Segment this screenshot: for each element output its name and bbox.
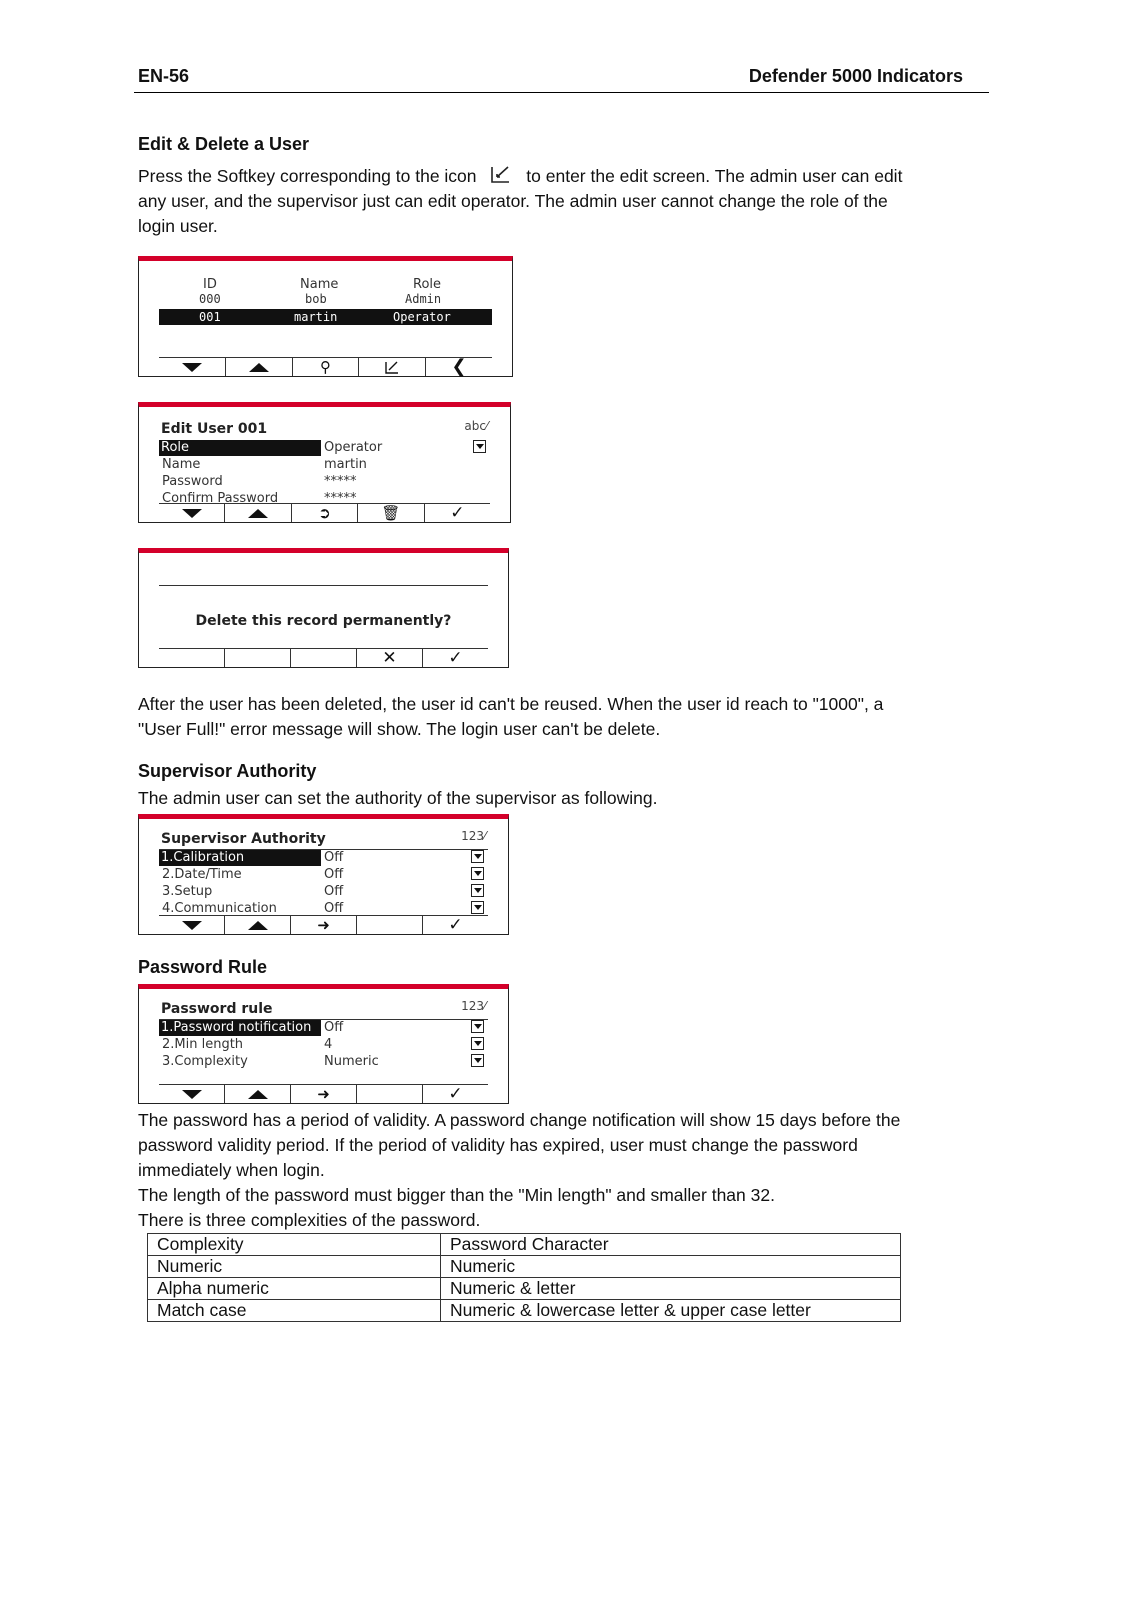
exit-icon: ➜ — [317, 915, 330, 934]
softkey-confirm[interactable] — [423, 649, 488, 667]
field-label: Name — [162, 457, 201, 472]
input-mode-text: abc — [464, 419, 486, 433]
password-rule-title: Password rule — [161, 1001, 273, 1017]
delete-paragraph-line2: "User Full!" error message will show. The login user can't be delete. — [138, 719, 661, 739]
dropdown-icon[interactable] — [471, 884, 484, 897]
header-rule — [134, 92, 989, 93]
softkey-down[interactable] — [159, 358, 226, 376]
password-paragraph — [138, 1108, 978, 1233]
setting-min-length[interactable] — [159, 1037, 486, 1053]
field-label: Confirm Password — [162, 491, 279, 506]
softkey-bar — [159, 648, 488, 667]
user-row-selected[interactable] — [159, 309, 492, 325]
table-header-row — [148, 1234, 901, 1256]
down-arrow-icon — [182, 1090, 202, 1099]
user-role: Admin — [405, 292, 442, 306]
softkey-down[interactable] — [159, 1085, 225, 1103]
setting-value: Off — [324, 850, 344, 865]
softkey-enter[interactable] — [292, 504, 358, 522]
trash-icon: 🗑 — [381, 503, 401, 522]
password-paragraph-line2: password validity period. If the period of validity has expired, user must change the password — [138, 1135, 858, 1155]
user-name: martin — [294, 310, 338, 324]
setting-value: Off — [324, 1020, 344, 1035]
dropdown-icon[interactable] — [471, 850, 484, 863]
edit-user-title: Edit User 001 — [161, 421, 268, 437]
softkey-cancel[interactable] — [357, 649, 423, 667]
softkey-delete[interactable] — [358, 504, 424, 522]
setting-label: 1.Calibration — [159, 850, 321, 866]
softkey-confirm[interactable] — [423, 916, 488, 934]
up-arrow-icon — [249, 363, 269, 372]
softkey-3[interactable] — [291, 649, 357, 667]
delete-prompt: Delete this record permanently? — [195, 613, 452, 629]
softkey-exit[interactable] — [291, 1085, 357, 1103]
checkmark-icon: ✓ — [450, 502, 465, 523]
edit-paragraph-part2: to enter the edit screen. The admin user can edit — [526, 166, 903, 186]
table-header-cell: Password Character — [441, 1234, 901, 1256]
setting-label: 3.Setup — [162, 884, 213, 899]
softkey-down[interactable] — [159, 916, 225, 934]
setting-password-notification[interactable] — [159, 1020, 486, 1036]
dropdown-icon[interactable] — [471, 1054, 484, 1067]
up-arrow-icon — [248, 509, 268, 518]
screen-supervisor-authority — [138, 814, 509, 935]
supervisor-title: Supervisor Authority — [161, 831, 326, 847]
table-cell: Alpha numeric — [148, 1278, 441, 1300]
table-cell: Match case — [148, 1300, 441, 1322]
edit-paragraph-part1: Press the Softkey corresponding to the icon — [138, 166, 477, 186]
section-heading-supervisor: Supervisor Authority — [138, 761, 317, 781]
user-row[interactable] — [159, 292, 492, 307]
back-icon: ❮ — [451, 356, 467, 377]
field-label: Role — [159, 440, 321, 456]
pencil-icon: ⁄ — [483, 829, 486, 843]
input-mode-indicator — [461, 829, 486, 843]
setting-calibration[interactable] — [159, 850, 486, 866]
screen-user-list — [138, 256, 513, 377]
softkey-confirm[interactable] — [423, 1085, 488, 1103]
table-row — [148, 1300, 901, 1322]
field-value: martin — [324, 457, 367, 472]
edit-icon — [489, 164, 513, 184]
softkey-confirm[interactable] — [425, 504, 490, 522]
softkey-up[interactable] — [225, 504, 291, 522]
softkey-up[interactable] — [226, 358, 293, 376]
down-arrow-icon — [182, 509, 202, 518]
enter-icon: ➲ — [318, 503, 331, 522]
edit-paragraph-line2: any user, and the supervisor just can edit operator. The admin user cannot change the role of the — [138, 191, 888, 211]
input-mode-text: 123 — [461, 829, 484, 843]
edit-paragraph-line3: login user. — [138, 216, 218, 236]
section-heading-password-rule: Password Rule — [138, 957, 268, 977]
table-cell: Numeric & lowercase letter & upper case letter — [441, 1300, 901, 1322]
table-cell: Numeric & letter — [441, 1278, 901, 1300]
exit-icon: ➜ — [317, 1084, 330, 1103]
pencil-icon: ⁄ — [485, 419, 488, 433]
user-name: bob — [305, 292, 327, 306]
checkmark-icon: ✓ — [448, 914, 463, 935]
complexity-table — [147, 1233, 901, 1322]
table-cell: Numeric — [148, 1256, 441, 1278]
col-id: ID — [203, 277, 217, 292]
setting-label: 2.Date/Time — [162, 867, 242, 882]
field-role[interactable] — [159, 440, 488, 456]
checkmark-icon: ✓ — [448, 1083, 463, 1104]
softkey-4[interactable] — [357, 1085, 423, 1103]
down-arrow-icon — [182, 363, 202, 372]
dropdown-icon[interactable] — [471, 901, 484, 914]
setting-label: 1.Password notification — [159, 1020, 321, 1036]
softkey-up[interactable] — [225, 916, 291, 934]
setting-date-time[interactable] — [159, 867, 486, 883]
table-row — [148, 1278, 901, 1300]
setting-value: Off — [324, 867, 344, 882]
pencil-icon: ⁄ — [483, 999, 486, 1013]
dropdown-icon[interactable] — [471, 1020, 484, 1033]
delete-paragraph — [138, 692, 978, 742]
delete-paragraph-line1: After the user has been deleted, the user id can't be reused. When the user id reach to "1000", a — [138, 694, 884, 714]
setting-label: 2.Min length — [162, 1037, 244, 1052]
field-value: Operator — [324, 440, 383, 455]
softkey-2[interactable] — [225, 649, 291, 667]
softkey-back[interactable] — [426, 358, 492, 376]
setting-value: 4 — [324, 1037, 333, 1052]
setting-label: 4.Communication — [162, 901, 277, 916]
up-arrow-icon — [248, 921, 268, 930]
softkey-search[interactable] — [293, 358, 360, 376]
screen-delete-confirm — [138, 548, 509, 668]
table-cell: Numeric — [441, 1256, 901, 1278]
input-mode-indicator — [464, 419, 488, 433]
table-row — [148, 1256, 901, 1278]
down-arrow-icon — [182, 921, 202, 930]
col-name: Name — [300, 277, 339, 292]
softkey-exit[interactable] — [291, 916, 357, 934]
page-number: EN-56 — [138, 66, 190, 86]
dropdown-icon[interactable] — [473, 440, 486, 453]
field-value: ***** — [324, 474, 357, 489]
softkey-up[interactable] — [225, 1085, 291, 1103]
table-header-cell: Complexity — [148, 1234, 441, 1256]
field-name[interactable] — [159, 457, 488, 473]
user-list-header — [159, 277, 492, 293]
softkey-1[interactable] — [159, 649, 225, 667]
dropdown-icon[interactable] — [471, 1037, 484, 1050]
softkey-4[interactable] — [357, 916, 423, 934]
softkey-bar — [159, 1084, 488, 1103]
input-mode-text: 123 — [461, 999, 484, 1013]
softkey-down[interactable] — [159, 504, 225, 522]
dropdown-icon[interactable] — [471, 867, 484, 880]
screen-password-rule — [138, 984, 509, 1104]
password-paragraph-line3: immediately when login. — [138, 1160, 325, 1180]
user-role: Operator — [393, 310, 451, 324]
edit-icon — [384, 360, 400, 374]
softkey-edit[interactable] — [359, 358, 426, 376]
setting-value: Numeric — [324, 1054, 379, 1069]
section-heading-edit-delete: Edit & Delete a User — [138, 134, 310, 154]
checkmark-icon: ✓ — [448, 647, 463, 668]
password-paragraph-line4: The length of the password must bigger than the "Min length" and smaller than 32. — [138, 1185, 775, 1205]
screen-edit-user — [138, 402, 511, 523]
search-icon: ⚲ — [319, 357, 331, 376]
field-label: Password — [162, 474, 223, 489]
up-arrow-icon — [248, 1090, 268, 1099]
softkey-bar — [159, 357, 492, 376]
close-icon: ✕ — [382, 647, 397, 668]
softkey-bar — [159, 503, 490, 522]
edit-paragraph — [138, 164, 978, 239]
field-value: ***** — [324, 491, 357, 506]
password-paragraph-line1: The password has a period of validity. A password change notification will show 15 days before the — [138, 1110, 901, 1130]
supervisor-paragraph: The admin user can set the authority of the supervisor as following. — [138, 788, 658, 808]
setting-value: Off — [324, 884, 344, 899]
input-mode-indicator — [461, 999, 486, 1013]
dialog-rule — [159, 585, 488, 586]
user-id: 000 — [199, 292, 221, 306]
password-paragraph-line5: There is three complexities of the password. — [138, 1210, 481, 1230]
softkey-bar — [159, 915, 488, 934]
setting-setup[interactable] — [159, 884, 486, 900]
user-id: 001 — [199, 310, 221, 324]
document-title: Defender 5000 Indicators — [748, 66, 963, 86]
field-password[interactable] — [159, 474, 488, 490]
setting-label: 3.Complexity — [162, 1054, 248, 1069]
setting-complexity[interactable] — [159, 1054, 486, 1070]
col-role: Role — [413, 277, 442, 292]
setting-value: Off — [324, 901, 344, 916]
